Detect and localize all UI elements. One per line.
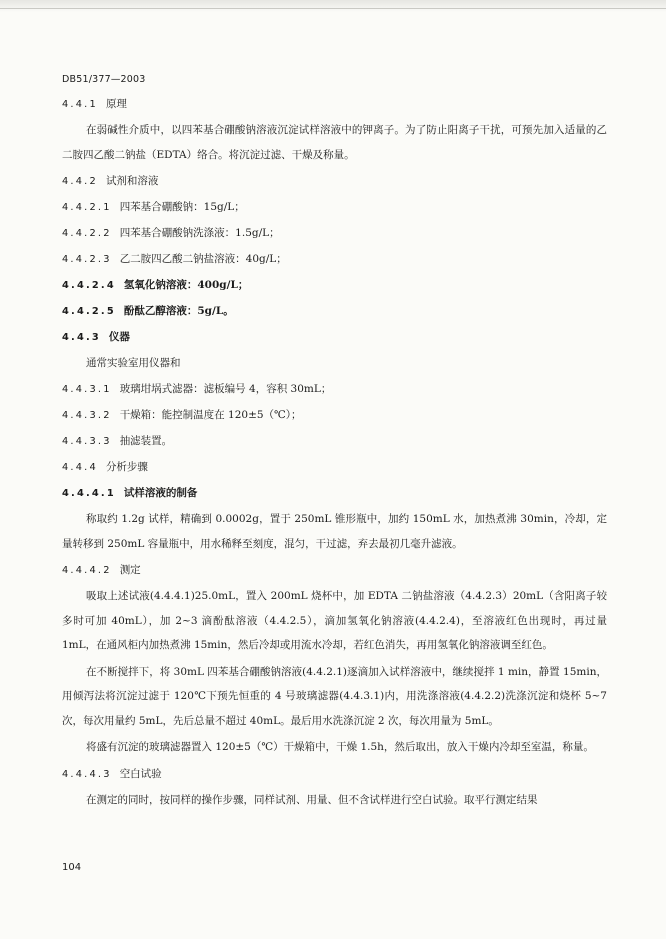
section-heading-4-4-4-1: 4.4.4.1 试样溶液的制备 <box>62 487 198 499</box>
section-heading-4-4-4-3: 4.4.4.3 空白试验 <box>62 767 162 780</box>
section-heading-4-4-2: 4.4.2 试剂和溶液 <box>62 175 159 187</box>
item-4-4-2-4: 4.4.2.4 氢氧化钠溶液：400g/L； <box>62 279 249 291</box>
item-4-4-3-2: 4.4.3.2 干燥箱：能控制温度在 120±5（℃）； <box>62 409 302 421</box>
item-4-4-3-3: 4.4.3.3 抽滤装置。 <box>62 435 173 447</box>
item-4-4-2-5: 4.4.2.5 酚酞乙醇溶液：5g/L。 <box>62 305 234 317</box>
section-heading-4-4-4-2: 4.4.4.2 测定 <box>62 564 141 576</box>
paragraph-principle: 在弱碱性介质中，以四苯基合硼酸钠溶液沉淀试样溶液中的钾离子。为了防止阳离子干扰，可预先加入适量的乙二胺四乙酸二钠盐（EDTA）络合。将沉淀过滤、干燥及称量。 <box>62 124 607 161</box>
item-4-4-3-1: 4.4.3.1 玻璃坩埚式滤器：滤板编号 4，容积 30mL； <box>62 383 332 395</box>
paragraph-determination-1: 吸取上述试液(4.4.4.1)25.0mL，置入 200mL 烧杯中，加 EDTA 二钠盐溶液（4.4.2.3）20mL（含阳离子较多时可加 40mL），加 2~3 滴酚酞溶液（4.4.2.5），滴加氢氧化钠溶液(4.4.2.4)，至溶液红色出现时，再过量 1mL，在通风柜内加热煮沸 15min，然后冷却或用流水冷却，若红色消失，再用氢氧化钠溶液调至红色。 <box>62 590 607 651</box>
section-heading-4-4-3: 4.4.3 仪器 <box>62 331 130 343</box>
paragraph-instruments: 通常实验室用仪器和 <box>86 357 181 369</box>
item-4-4-2-1: 4.4.2.1 四苯基合硼酸钠：15g/L； <box>62 201 245 213</box>
paragraph-determination-3: 将盛有沉淀的玻璃滤器置入 120±5（℃）干燥箱中，干燥 1.5h，然后取出，放入干燥内冷却至室温，称量。 <box>86 741 594 753</box>
paragraph-sample-preparation: 称取约 1.2g 试样，精确到 0.0002g，置于 250mL 锥形瓶中，加约 150mL 水，加热煮沸 30min，冷却，定量转移到 250mL 容量瓶中，用水稀释至刻度，混匀，干过滤，弃去最初几毫升滤液。 <box>62 513 607 550</box>
page-number: 104 <box>62 862 82 873</box>
item-4-4-2-3: 4.4.2.3 乙二胺四乙酸二钠盐溶液：40g/L； <box>62 253 287 265</box>
scan-rule <box>0 8 666 9</box>
scan-edge <box>0 0 666 12</box>
standard-number: DB51/377—2003 <box>62 74 146 85</box>
paragraph-blank-test: 在测定的同时，按同样的操作步骤，同样试剂、用量、但不含试样进行空白试验。取平行测定结果 <box>86 793 538 806</box>
document-page <box>62 68 607 812</box>
section-heading-4-4-4: 4.4.4 分析步骤 <box>62 461 148 473</box>
item-4-4-2-2: 4.4.2.2 四苯基合硼酸钠洗涤液：1.5g/L； <box>62 227 280 239</box>
paragraph-determination-2: 在不断搅拌下，将 30mL 四苯基合硼酸钠溶液(4.4.2.1)逐滴加入试样溶液中，继续搅拌 1 min，静置 15min，用倾泻法将沉淀过滤于 120℃下预先恒重的 4 号玻璃滤器(4.4.3.1)内，用洗涤溶液(4.4.2.2)洗涤沉淀和烧杯 5~7 次，每次用量约 5mL，先后总量不超过 40mL。最后用水洗涤沉淀 2 次，每次用量为 5mL。 <box>62 665 607 727</box>
section-heading-4-4-1: 4.4.1 原理 <box>62 98 127 110</box>
